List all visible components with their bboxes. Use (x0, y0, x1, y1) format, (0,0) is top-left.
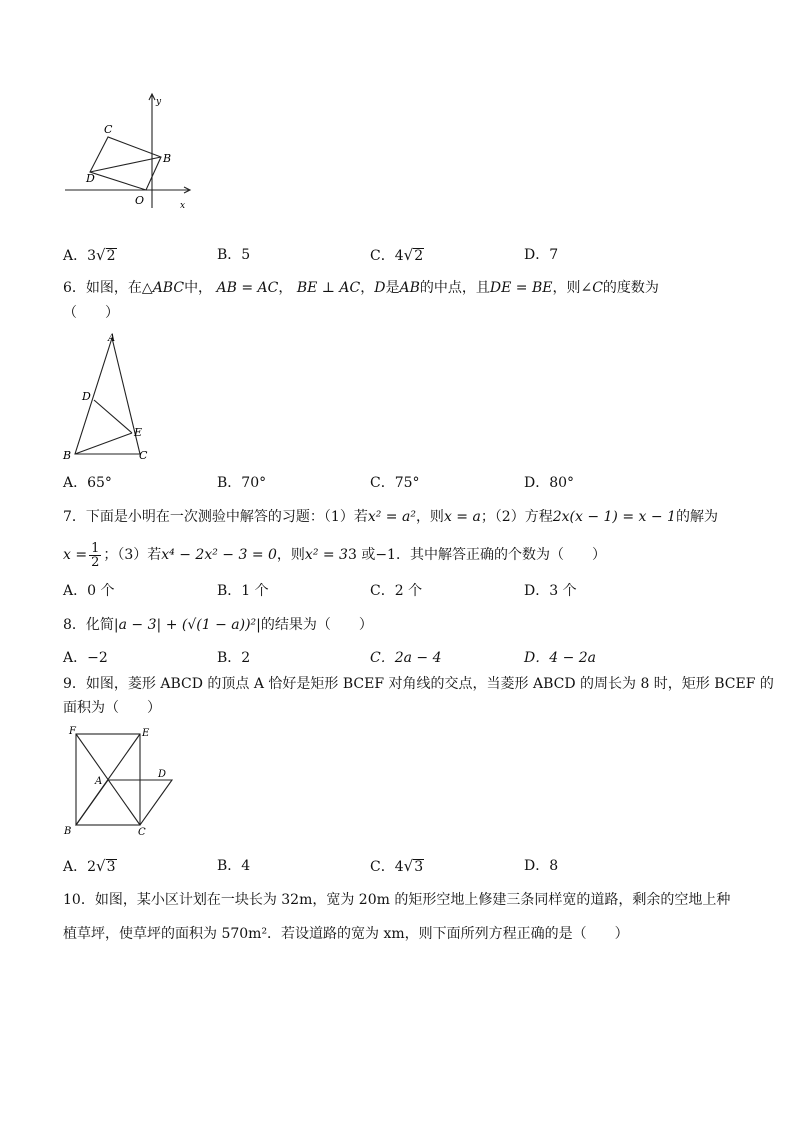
q7-option-d: D．3 个 (524, 583, 577, 599)
q9-stem-line2: 面积为（ ） (63, 700, 161, 716)
label-C: C (138, 827, 146, 838)
q9-option-b: B．4 (217, 858, 251, 874)
q5-option-c: C．4√2 (370, 246, 424, 264)
q7-stem-line1: 7．下面是小明在一次测验中解答的习题：（1）若x² = a²，则x = a；（2）方程2x(x − 1) = x − 1的解为 (63, 509, 718, 525)
q7-option-a: A．0 个 (63, 583, 115, 599)
label-C: C (139, 449, 148, 462)
label-E: E (134, 426, 143, 439)
label-D: D (86, 172, 95, 185)
q8-option-c: C．2a − 4 (370, 650, 442, 666)
label-F: F (69, 726, 76, 737)
q5-option-b: B．5 (217, 247, 251, 263)
q8-option-d: D．4 − 2a (524, 650, 597, 666)
q6-answer-paren: （ ） (63, 305, 119, 321)
q7-option-c: C．2 个 (370, 583, 423, 599)
q7-option-b: B．1 个 (217, 583, 269, 599)
q6-option-c: C．75° (370, 475, 420, 491)
q5-option-d: D．7 (524, 247, 559, 263)
q9-option-a: A．2√3 (63, 857, 116, 875)
label-O: O (135, 194, 145, 207)
q8-option-b: B．2 (217, 650, 251, 666)
label-A: A (108, 333, 116, 344)
q5-option-a: A．3√2 (63, 246, 116, 264)
q5-figure (60, 90, 200, 215)
diagonal-DB (90, 157, 161, 172)
q6-figure (60, 332, 160, 462)
segment-BE (75, 433, 132, 454)
q9-option-d: D．8 (524, 858, 559, 874)
q6-option-b: B．70° (217, 475, 267, 491)
q10-stem-line1: 10．如图，某小区计划在一块长为 32m，宽为 20m 的矩形空地上修建三条同样宽的道路，剩余的空地上种 (63, 892, 731, 908)
q6-stem: 6．如图，在△ABC中， AB = AC， BE ⊥ AC，D是AB的中点，且DE = BE，则∠C的度数为 (63, 280, 659, 296)
label-B: B (64, 826, 72, 837)
q7-stem-line2: x = $\frac{1}{2}$ ；（3）若x⁴ − 2x² − 3 = 0，则x² = 33 或−1．其中解答正确的个数为（ ） (63, 540, 606, 570)
label-D: D (82, 390, 91, 403)
label-C: C (104, 123, 113, 136)
label-B: B (163, 152, 172, 165)
fraction-one-half: $\frac{1}{2}$ (91, 540, 100, 570)
label-y: y (156, 97, 162, 107)
q10-stem-line2: 植草坪，使草坪的面积为 570m²．若设道路的宽为 xm，则下面所列方程正确的是（ ） (63, 926, 629, 942)
label-x: x (180, 201, 186, 211)
q6-option-a: A．65° (63, 475, 112, 491)
q9-stem-line1: 9．如图，菱形 ABCD 的顶点 A 恰好是矩形 BCEF 对角线的交点，当菱形 ABCD 的周长为 8 时，矩形 BCEF 的 (63, 676, 774, 692)
label-E: E (142, 728, 150, 739)
label-B: B (63, 449, 72, 462)
q8-option-a: A．−2 (63, 650, 108, 666)
quadrilateral (90, 137, 161, 190)
q6-option-d: D．80° (524, 475, 575, 491)
label-D: D (158, 769, 167, 780)
q8-stem: 8．化简|a − 3| + (√(1 − a))²|的结果为（ ） (63, 617, 373, 633)
q9-figure (60, 723, 185, 838)
segment-DE (94, 400, 132, 433)
label-A: A (95, 776, 103, 787)
q9-option-c: C．4√3 (370, 857, 424, 875)
